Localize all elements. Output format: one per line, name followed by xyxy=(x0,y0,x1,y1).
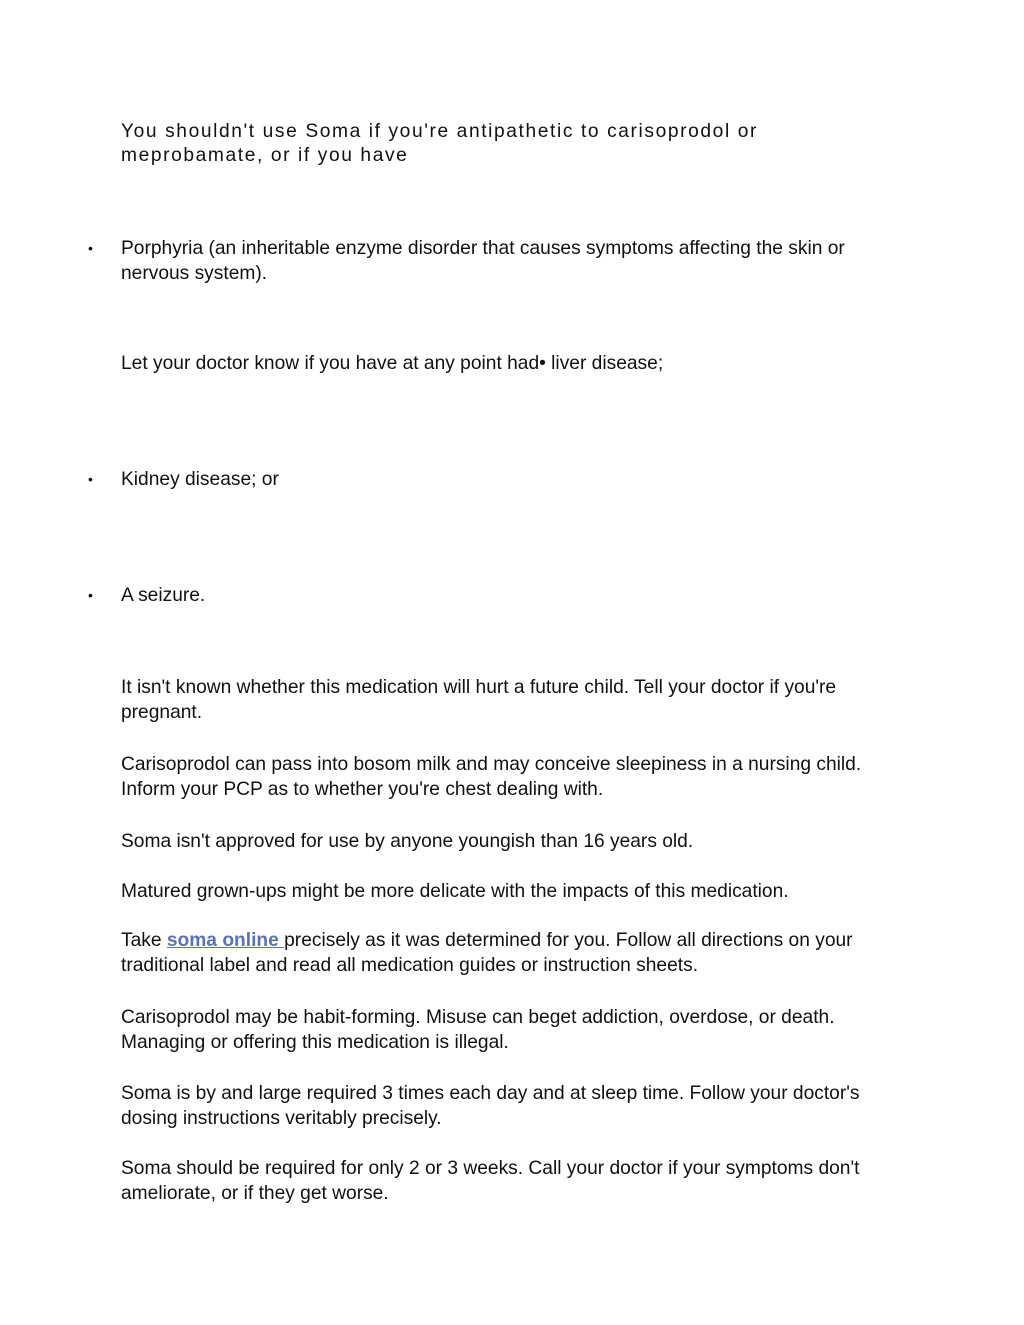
list-item-seizure: A seizure. xyxy=(121,585,206,606)
take-suffix: precisely as it was determined for you. Follow all directions on your traditional label and read all medication guides or instruction sheets. xyxy=(121,930,853,976)
bullet-icon: • xyxy=(88,240,93,256)
intro-paragraph: You shouldn't use Soma if you're antipathetic to carisoprodol or meprobamate, or if you have xyxy=(121,121,758,166)
liver-note: Let your doctor know if you have at any point had• liver disease; xyxy=(121,353,664,374)
soma-online-link[interactable]: soma online xyxy=(166,930,285,951)
duration-paragraph: Soma should be required for only 2 or 3 weeks. Call your doctor if your symptoms don't ameliorate, or if they get worse. xyxy=(121,1158,860,1204)
pregnancy-paragraph: It isn't known whether this medication will hurt a future child. Tell your doctor if you're pregnant. xyxy=(121,677,837,723)
age-paragraph: Soma isn't approved for use by anyone youngish than 16 years old. xyxy=(121,831,694,852)
nursing-paragraph: Carisoprodol can pass into bosom milk and may conceive sleepiness in a nursing child. Inform your PCP as to whether you're chest dealing with. xyxy=(121,754,862,800)
habit-paragraph: Carisoprodol may be habit-forming. Misuse can beget addiction, overdose, or death. Managing or offering this medication is illegal. xyxy=(121,1007,835,1053)
bullet-icon: • xyxy=(88,587,93,603)
dosing-paragraph: Soma is by and large required 3 times each day and at sleep time. Follow your doctor's dosing instructions veritably precisely. xyxy=(121,1083,860,1129)
list-item-kidney: Kidney disease; or xyxy=(121,469,279,490)
take-prefix: Take xyxy=(121,930,167,951)
list-item-porphyria: Porphyria (an inheritable enzyme disorder that causes symptoms affecting the skin or nervous system). xyxy=(121,238,845,284)
bullet-icon: • xyxy=(88,471,93,487)
elderly-paragraph: Matured grown-ups might be more delicate with the impacts of this medication. xyxy=(121,881,789,902)
take-paragraph xyxy=(121,928,896,978)
